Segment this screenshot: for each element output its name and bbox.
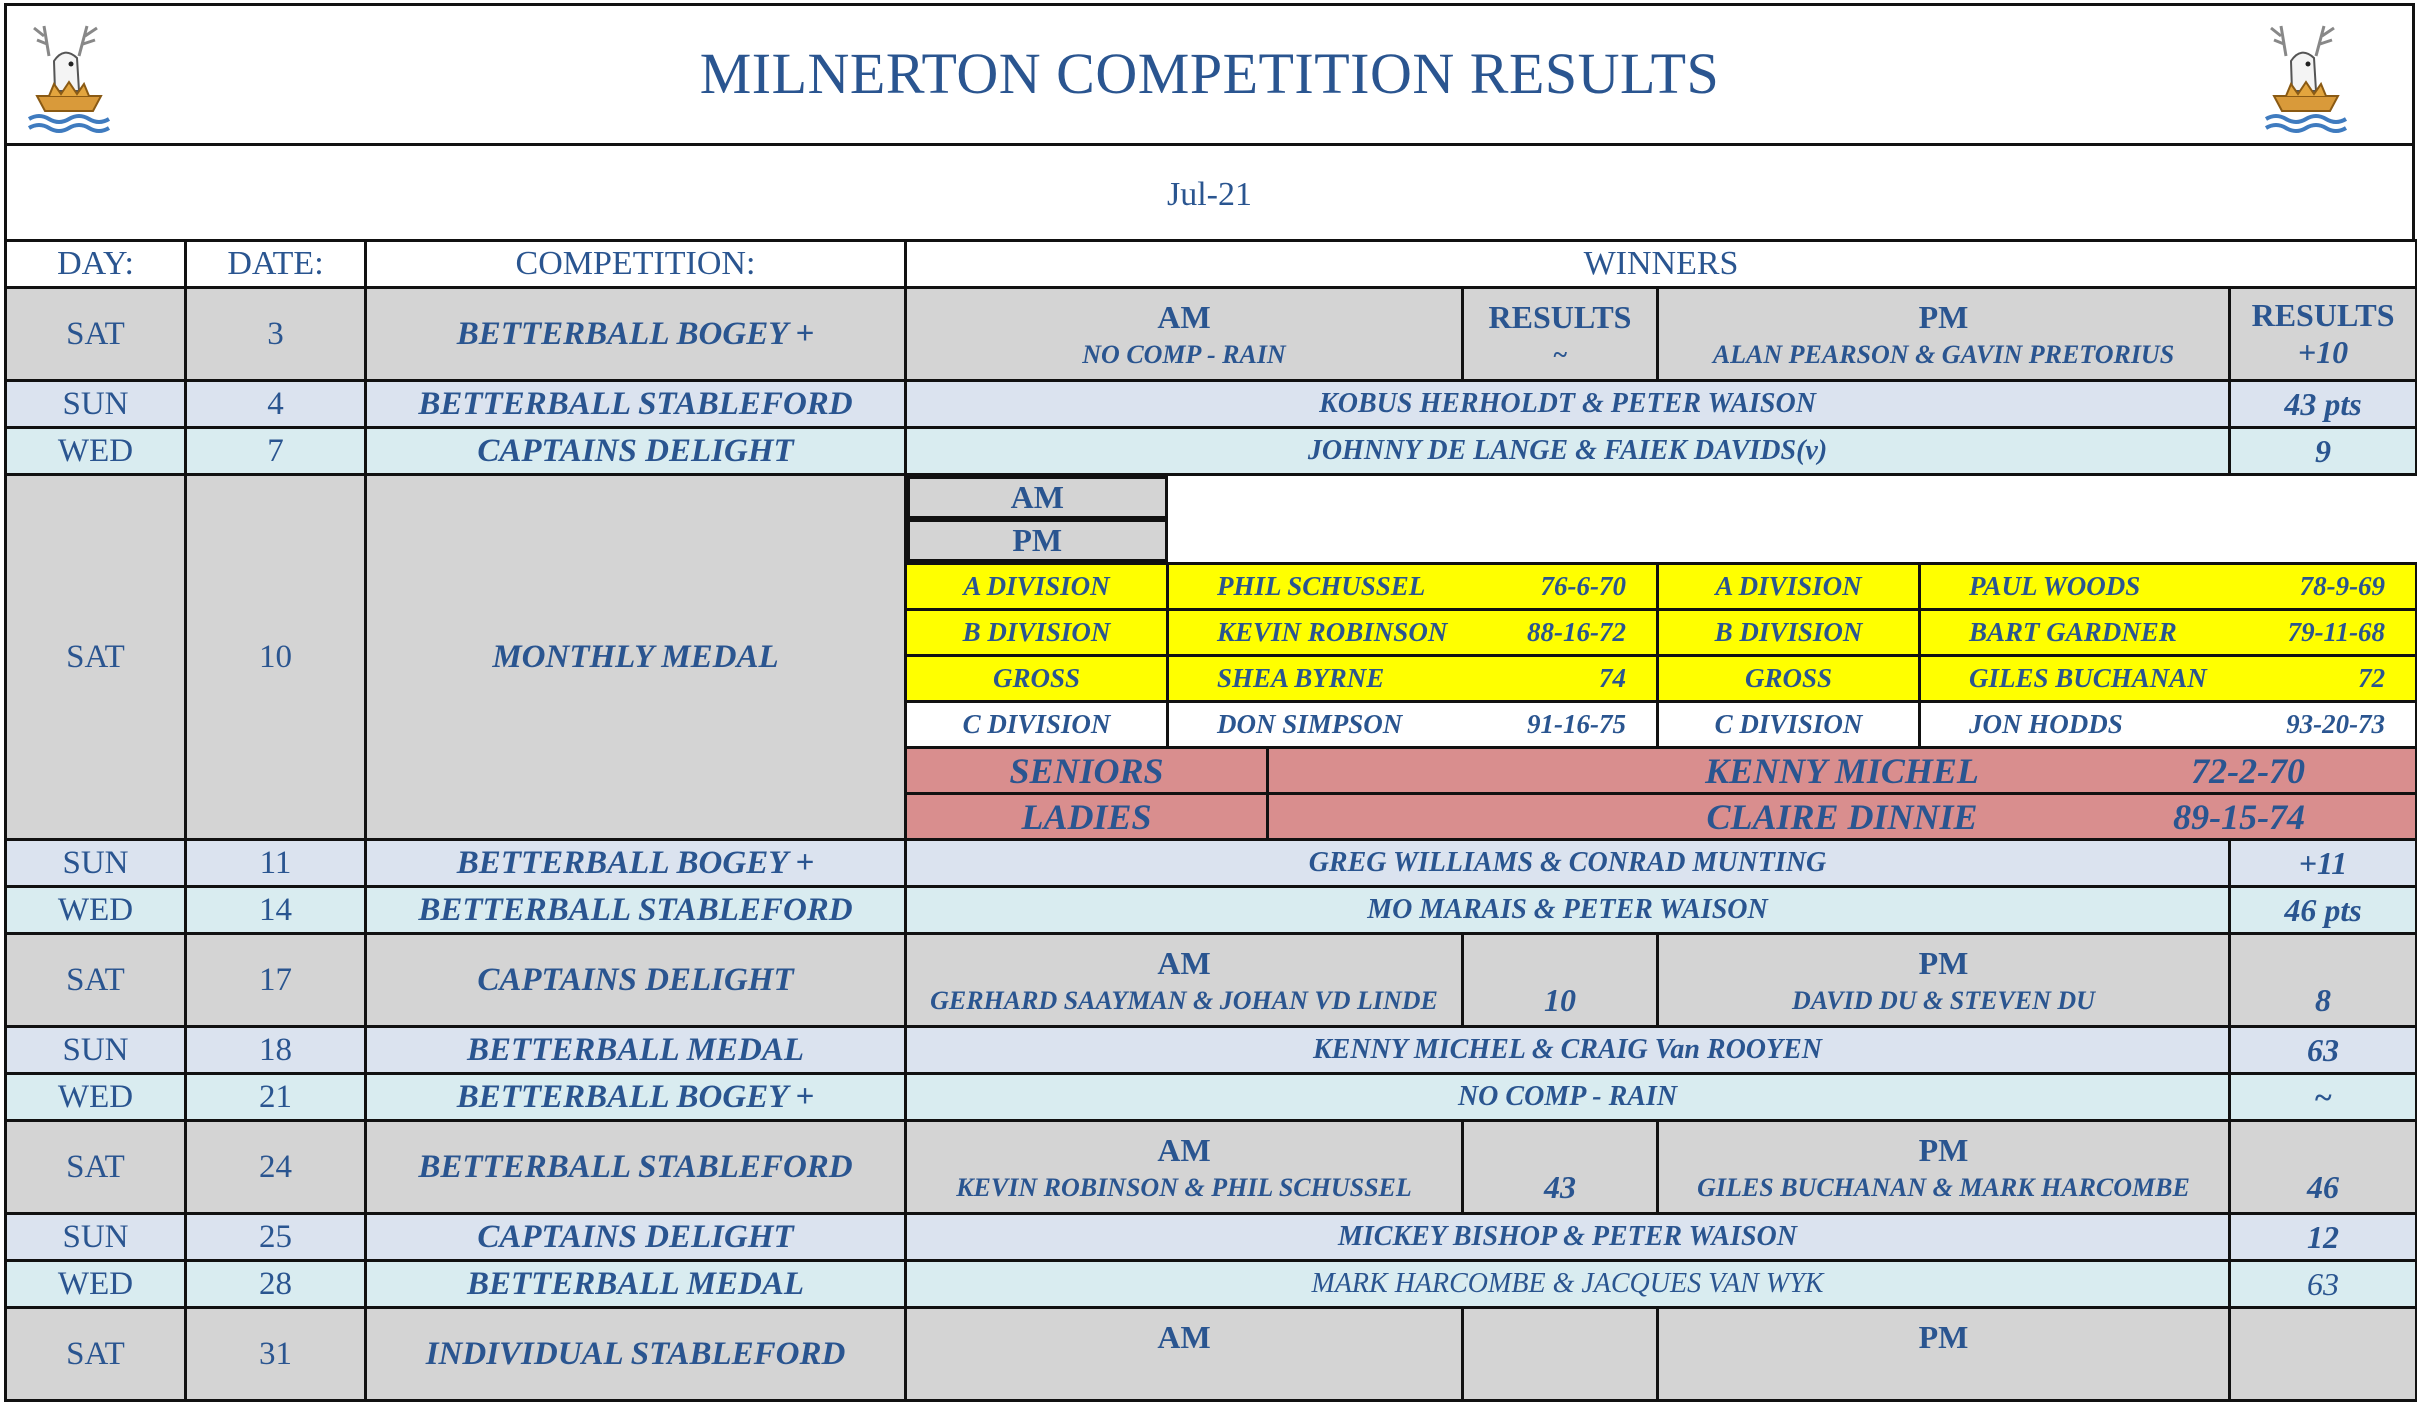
day-cell: SAT [6, 1308, 186, 1401]
pm-division: A DIVISION [1658, 564, 1920, 610]
date-cell: 25 [186, 1214, 366, 1261]
winners-cell: NO COMP - RAIN [906, 1074, 2230, 1121]
table-row [6, 840, 2417, 887]
date-cell: 10 [186, 475, 366, 840]
am-winners: GERHARD SAAYMAN & JOHAN VD LINDE [930, 985, 1438, 1015]
pm-result: 46 [2230, 1121, 2417, 1214]
table-row [6, 1214, 2417, 1261]
competition-cell: CAPTAINS DELIGHT [366, 428, 906, 475]
winner-score: 74 [1599, 663, 1626, 693]
am-label: AM [1157, 1131, 1211, 1168]
day-cell: SAT [6, 1121, 186, 1214]
am-result [1463, 1308, 1658, 1401]
winner-score: 76-6-70 [1540, 571, 1626, 601]
table-row [6, 887, 2417, 934]
table-row [6, 1074, 2417, 1121]
winner-name: CLAIRE DINNIE [1706, 796, 1978, 837]
month-banner [4, 143, 2415, 239]
am-label: AM [1157, 1319, 1211, 1355]
pm-label: PM [1918, 944, 1969, 981]
pm-label: PM [1918, 1319, 1969, 1355]
date-cell: 11 [186, 840, 366, 887]
day-cell: WED [6, 1074, 186, 1121]
competition-cell: CAPTAINS DELIGHT [366, 1214, 906, 1261]
pm-result-cell [2230, 288, 2417, 381]
am-result-cell [1463, 288, 1658, 381]
table-row [6, 1261, 2417, 1308]
result-cell: 9 [2230, 428, 2417, 475]
winner-score: 72 [2358, 663, 2386, 693]
pm-label: PM [1918, 298, 1969, 335]
pm-division-winner [1920, 702, 2417, 748]
pm-cell [1658, 1121, 2230, 1214]
pm-winners: GILES BUCHANAN & MARK HARCOMBE [1697, 1172, 2190, 1202]
day-cell: SUN [6, 1214, 186, 1261]
table-row [6, 428, 2417, 475]
competition-cell: BETTERBALL STABLEFORD [366, 381, 906, 428]
pm-label: PM [1918, 1131, 1969, 1168]
pm-winners: ALAN PEARSON & GAVIN PRETORIUS [1712, 339, 2175, 369]
stag-crest-icon [2256, 16, 2356, 136]
competition-cell: CAPTAINS DELIGHT [366, 934, 906, 1027]
table-row [6, 1027, 2417, 1074]
am-division-winner [1168, 656, 1658, 702]
am-cell [906, 934, 1463, 1027]
winners-cell: MARK HARCOMBE & JACQUES VAN WYK [906, 1261, 2230, 1308]
result-cell: 63 [2230, 1027, 2417, 1074]
table-row [6, 1308, 2417, 1401]
winners-cell: JOHNNY DE LANGE & FAIEK DAVIDS(v) [906, 428, 2230, 475]
date-cell: 21 [186, 1074, 366, 1121]
results-label: RESULTS [1488, 298, 1632, 335]
am-division: A DIVISION [906, 564, 1168, 610]
date-cell: 3 [186, 288, 366, 381]
pm-cell [1658, 1308, 2230, 1401]
am-label: AM [1157, 298, 1211, 335]
competition-cell: BETTERBALL MEDAL [366, 1027, 906, 1074]
pm-division-winner [1920, 610, 2417, 656]
winner-name: DON SIMPSON [1217, 709, 1403, 739]
winners-cell: KOBUS HERHOLDT & PETER WAISON [906, 381, 2230, 428]
ladies-winner [1268, 794, 2417, 840]
results-table [4, 239, 2417, 1402]
am-cell [906, 1121, 1463, 1214]
competition-cell: INDIVIDUAL STABLEFORD [366, 1308, 906, 1401]
competition-cell: BETTERBALL BOGEY + [366, 840, 906, 887]
date-cell: 18 [186, 1027, 366, 1074]
day-cell: WED [6, 1261, 186, 1308]
am-division: GROSS [906, 656, 1168, 702]
day-cell: WED [6, 887, 186, 934]
table-row [6, 475, 2417, 564]
winner-score: 93-20-73 [2286, 709, 2386, 739]
result-cell: 12 [2230, 1214, 2417, 1261]
date-cell: 17 [186, 934, 366, 1027]
winner-name: JON HODDS [1969, 709, 2123, 739]
am-cell [906, 1308, 1463, 1401]
am-result: 43 [1463, 1121, 1658, 1214]
date-cell: 31 [186, 1308, 366, 1401]
table-row [6, 381, 2417, 428]
winner-score: 78-9-69 [2299, 571, 2386, 601]
winners-cell: GREG WILLIAMS & CONRAD MUNTING [906, 840, 2230, 887]
day-cell: SUN [6, 1027, 186, 1074]
competition-cell: BETTERBALL STABLEFORD [366, 887, 906, 934]
winners-cell: KENNY MICHEL & CRAIG Van ROOYEN [906, 1027, 2230, 1074]
winner-name: SHEA BYRNE [1217, 663, 1385, 693]
winner-score: 89-15-74 [2173, 796, 2306, 837]
col-date: DATE: [186, 241, 366, 288]
am-division-winner [1168, 610, 1658, 656]
pm-cell [1658, 934, 2230, 1027]
date-cell: 4 [186, 381, 366, 428]
am-division-winner [1168, 564, 1658, 610]
col-competition: COMPETITION: [366, 241, 906, 288]
winners-cell: MICKEY BISHOP & PETER WAISON [906, 1214, 2230, 1261]
am-division-winner [1168, 702, 1658, 748]
table-row [6, 288, 2417, 381]
competition-cell: BETTERBALL BOGEY + [366, 1074, 906, 1121]
am-winners: KEVIN ROBINSON & PHIL SCHUSSEL [956, 1172, 1412, 1202]
result-cell: 43 pts [2230, 381, 2417, 428]
winner-score: 91-16-75 [1527, 709, 1626, 739]
pm-cell [1658, 288, 2230, 381]
page-title: MILNERTON COMPETITION RESULTS [699, 41, 1720, 106]
am-result: ~ [1552, 339, 1568, 369]
date-cell: 7 [186, 428, 366, 475]
am-division: B DIVISION [906, 610, 1168, 656]
competition-cell: BETTERBALL BOGEY + [366, 288, 906, 381]
day-cell: SUN [6, 840, 186, 887]
winner-name: BART GARDNER [1969, 617, 2177, 647]
competition-cell: MONTHLY MEDAL [366, 475, 906, 840]
pm-division: C DIVISION [1658, 702, 1920, 748]
am-result: 10 [1463, 934, 1658, 1027]
am-label: AM [907, 476, 1168, 519]
am-label: AM [1157, 944, 1211, 981]
pm-winners: DAVID DU & STEVEN DU [1792, 985, 2095, 1015]
winners-cell: MO MARAIS & PETER WAISON [906, 887, 2230, 934]
col-day: DAY: [6, 241, 186, 288]
date-cell: 24 [186, 1121, 366, 1214]
winner-name: GILES BUCHANAN [1969, 663, 2207, 693]
pm-division: GROSS [1658, 656, 1920, 702]
seniors-label: SENIORS [906, 748, 1268, 794]
day-cell: WED [6, 428, 186, 475]
day-cell: SAT [6, 934, 186, 1027]
result-cell: 46 pts [2230, 887, 2417, 934]
day-cell: SAT [6, 288, 186, 381]
pm-result [2230, 1308, 2417, 1401]
winner-name: PHIL SCHUSSEL [1217, 571, 1426, 601]
pm-result: 8 [2230, 934, 2417, 1027]
results-label: RESULTS [2251, 297, 2395, 333]
result-cell: 63 [2230, 1261, 2417, 1308]
competition-cell: BETTERBALL STABLEFORD [366, 1121, 906, 1214]
day-cell: SAT [6, 475, 186, 840]
col-winners: WINNERS [906, 241, 2417, 288]
am-winners: NO COMP - RAIN [1082, 339, 1286, 369]
table-row [6, 934, 2417, 1027]
day-cell: SUN [6, 381, 186, 428]
month-label: Jul-21 [1167, 176, 1252, 213]
header [4, 3, 2415, 146]
column-header-row [6, 241, 2417, 288]
winner-name: PAUL WOODS [1969, 571, 2141, 601]
pm-division-winner [1920, 564, 2417, 610]
table-row [6, 1121, 2417, 1214]
result-cell: ~ [2230, 1074, 2417, 1121]
winner-score: 79-11-68 [2287, 617, 2386, 647]
winner-name: KENNY MICHEL [1705, 750, 1979, 791]
winner-score: 72-2-70 [2191, 750, 2306, 791]
winner-score: 88-16-72 [1527, 617, 1626, 647]
am-division: C DIVISION [906, 702, 1168, 748]
pm-result: +10 [2297, 334, 2349, 370]
pm-division-winner [1920, 656, 2417, 702]
competition-cell: BETTERBALL MEDAL [366, 1261, 906, 1308]
result-cell: +11 [2230, 840, 2417, 887]
pm-division: B DIVISION [1658, 610, 1920, 656]
pm-label: PM [907, 519, 1168, 562]
date-cell: 28 [186, 1261, 366, 1308]
ladies-label: LADIES [906, 794, 1268, 840]
winner-name: KEVIN ROBINSON [1217, 617, 1448, 647]
seniors-winner [1268, 748, 2417, 794]
am-cell [906, 288, 1463, 381]
date-cell: 14 [186, 887, 366, 934]
results-sheet [4, 3, 2413, 1372]
